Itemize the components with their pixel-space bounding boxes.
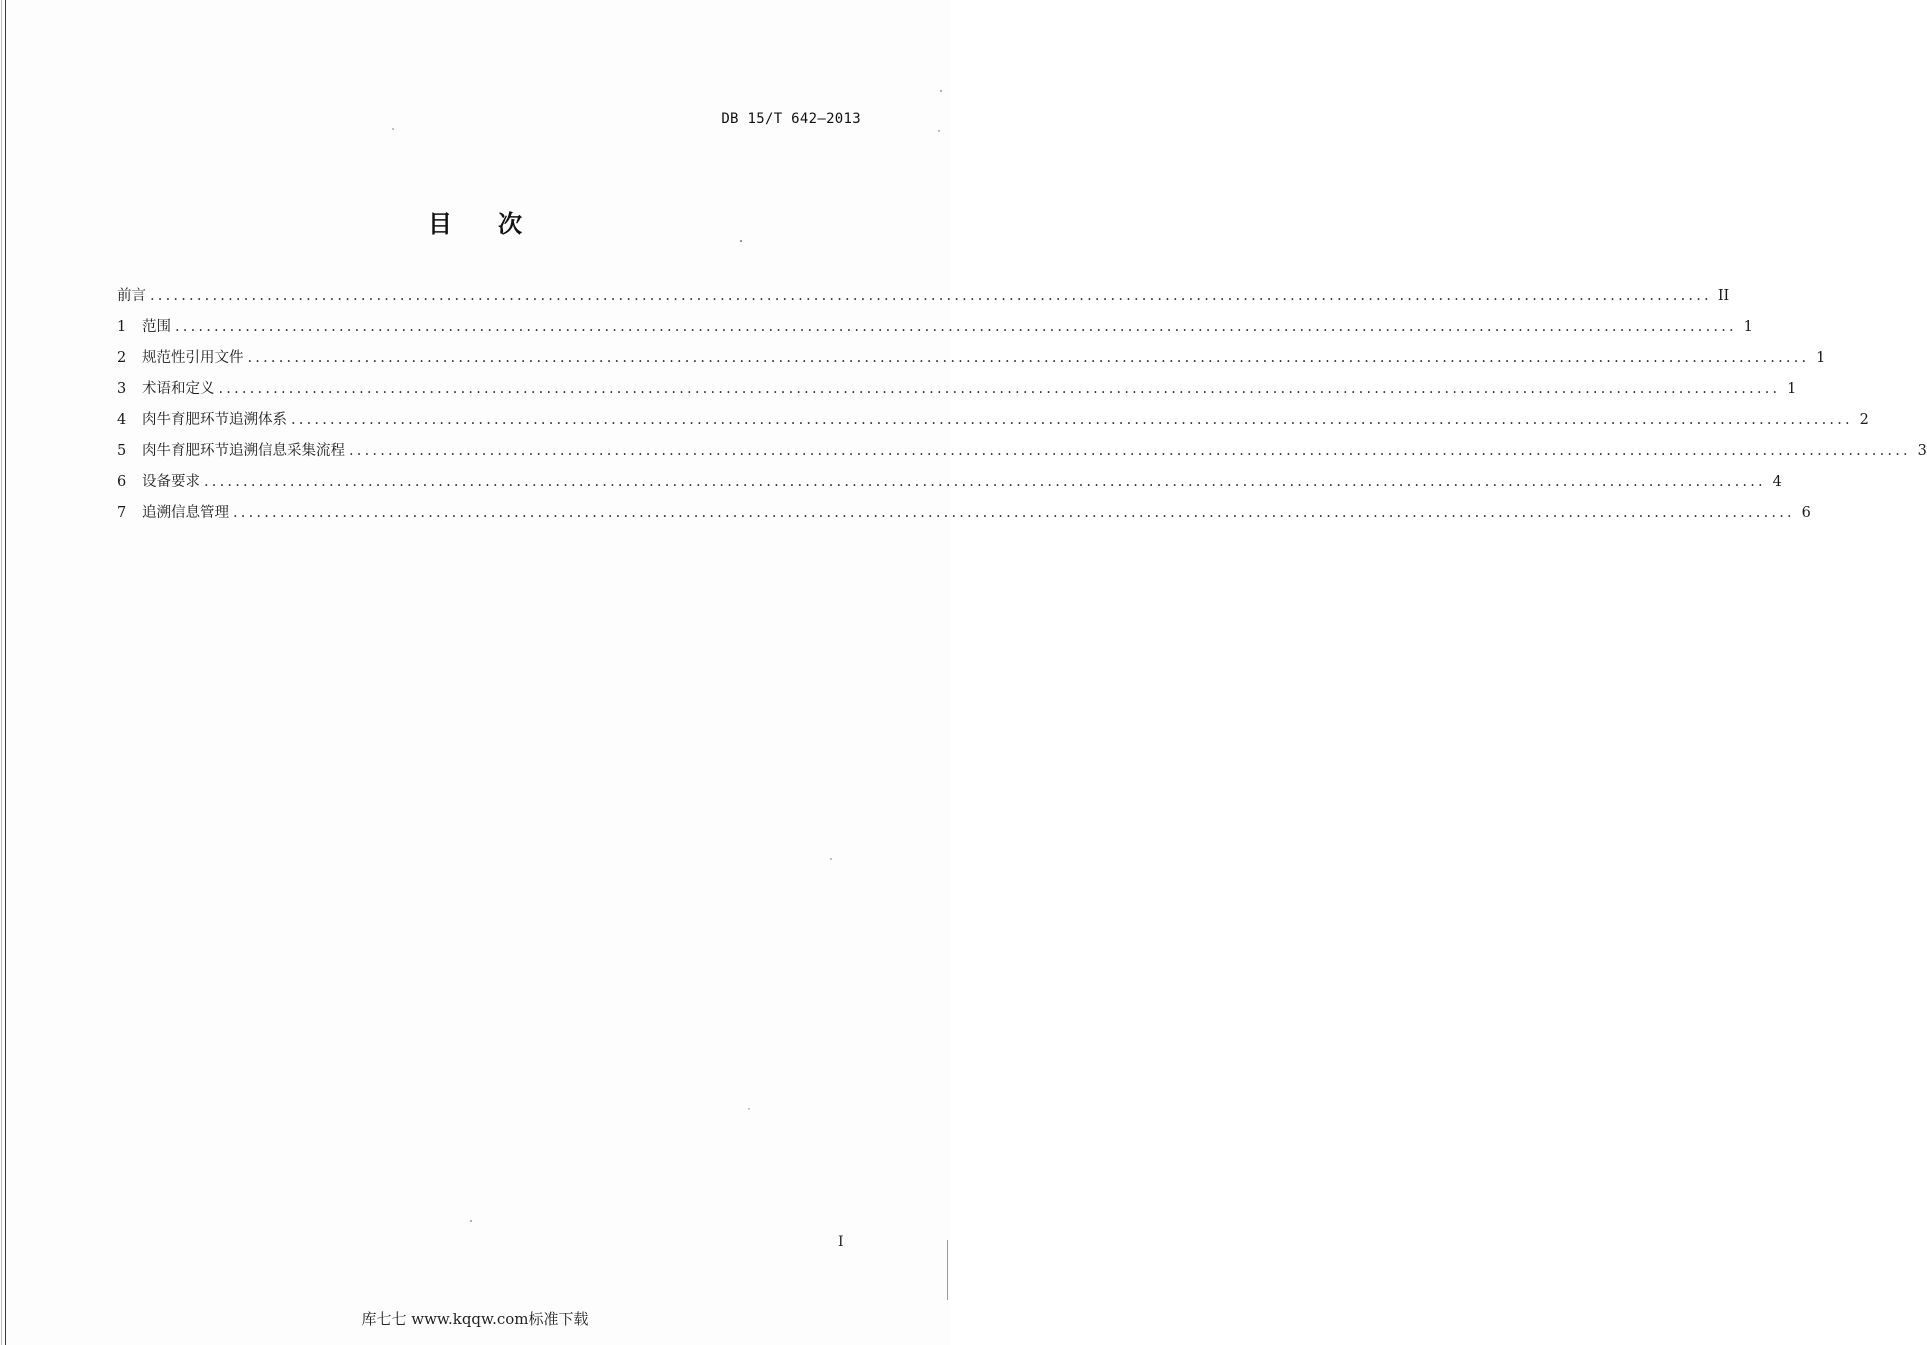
- scan-speck: [470, 1220, 472, 1222]
- scan-edge: [1, 0, 2, 1345]
- toc-entry-page: II: [1717, 288, 1730, 304]
- toc-entry-page: 6: [1801, 505, 1811, 521]
- scan-speck: [938, 130, 940, 132]
- toc-entry-label: 术语和定义: [142, 381, 215, 397]
- toc-entry-page: 3: [1917, 443, 1927, 459]
- scan-speck: [940, 90, 942, 92]
- toc-title-char: 目: [428, 210, 452, 238]
- toc-entry-number: 1: [117, 319, 127, 335]
- toc-leader-dots: ........................................................................................................................................................................................................: [150, 288, 1712, 304]
- scan-speck: [830, 858, 832, 860]
- toc-entry-label: 肉牛育肥环节追溯信息采集流程: [142, 443, 345, 459]
- page-number: I: [838, 1234, 844, 1250]
- toc-entry-label: 追溯信息管理: [142, 505, 229, 521]
- toc-entry-label: 规范性引用文件: [142, 350, 244, 366]
- toc-entry-scope[interactable]: [117, 315, 1753, 346]
- toc-entry-page: 4: [1772, 474, 1782, 490]
- scan-speck: [748, 1108, 750, 1110]
- toc-entry-number: 4: [117, 412, 127, 428]
- toc-entry-page: 1: [1816, 350, 1826, 366]
- toc-entry-page: 1: [1743, 319, 1753, 335]
- scan-edge: [947, 1240, 948, 1300]
- scan-speck: [740, 240, 742, 242]
- toc-leader-dots: ........................................................................................................................................................................................................: [247, 350, 1810, 366]
- toc-leader-dots: ........................................................................................................................................................................................................: [233, 505, 1795, 521]
- toc-entry-number: 2: [117, 350, 127, 366]
- toc-entry-number: 5: [117, 443, 127, 459]
- toc-leader-dots: ........................................................................................................................................................................................................: [349, 443, 1911, 459]
- toc-entry-information-management[interactable]: [117, 501, 1811, 532]
- toc-entry-label: 前言: [117, 288, 146, 304]
- toc-entry-label: 设备要求: [142, 474, 200, 490]
- toc-entry-page: 2: [1859, 412, 1869, 428]
- toc-entry-page: 1: [1787, 381, 1797, 397]
- toc-entry-equipment-requirements[interactable]: [117, 470, 1782, 501]
- toc-leader-dots: ........................................................................................................................................................................................................: [204, 474, 1766, 490]
- standard-code: DB 15/T 642—2013: [721, 111, 861, 127]
- toc-leader-dots: ........................................................................................................................................................................................................: [218, 381, 1781, 397]
- scan-speck: [392, 128, 394, 130]
- toc-title: [0, 204, 950, 239]
- footer-watermark-text: 库七七 www.kqqw.com标准下载: [361, 1310, 589, 1328]
- toc-entry-traceability-system[interactable]: [117, 408, 1869, 439]
- scan-edge: [5, 0, 6, 1345]
- toc-entry-number: 6: [117, 474, 127, 490]
- toc-entry-normative-references[interactable]: [117, 346, 1826, 377]
- toc-entry-number: 7: [117, 505, 127, 521]
- toc-leader-dots: ........................................................................................................................................................................................................: [291, 412, 1853, 428]
- toc-entry-label: 肉牛育肥环节追溯体系: [142, 412, 287, 428]
- toc-leader-dots: ........................................................................................................................................................................................................: [175, 319, 1737, 335]
- toc-entry-label: 范围: [142, 319, 171, 335]
- toc-entry-preface[interactable]: [117, 284, 1730, 315]
- toc-entry-terms-definitions[interactable]: [117, 377, 1797, 408]
- toc-title-char: 次: [498, 210, 522, 238]
- toc-entry-collection-process[interactable]: [117, 439, 1927, 470]
- toc-entry-number: 3: [117, 381, 127, 397]
- table-of-contents: [117, 284, 1927, 532]
